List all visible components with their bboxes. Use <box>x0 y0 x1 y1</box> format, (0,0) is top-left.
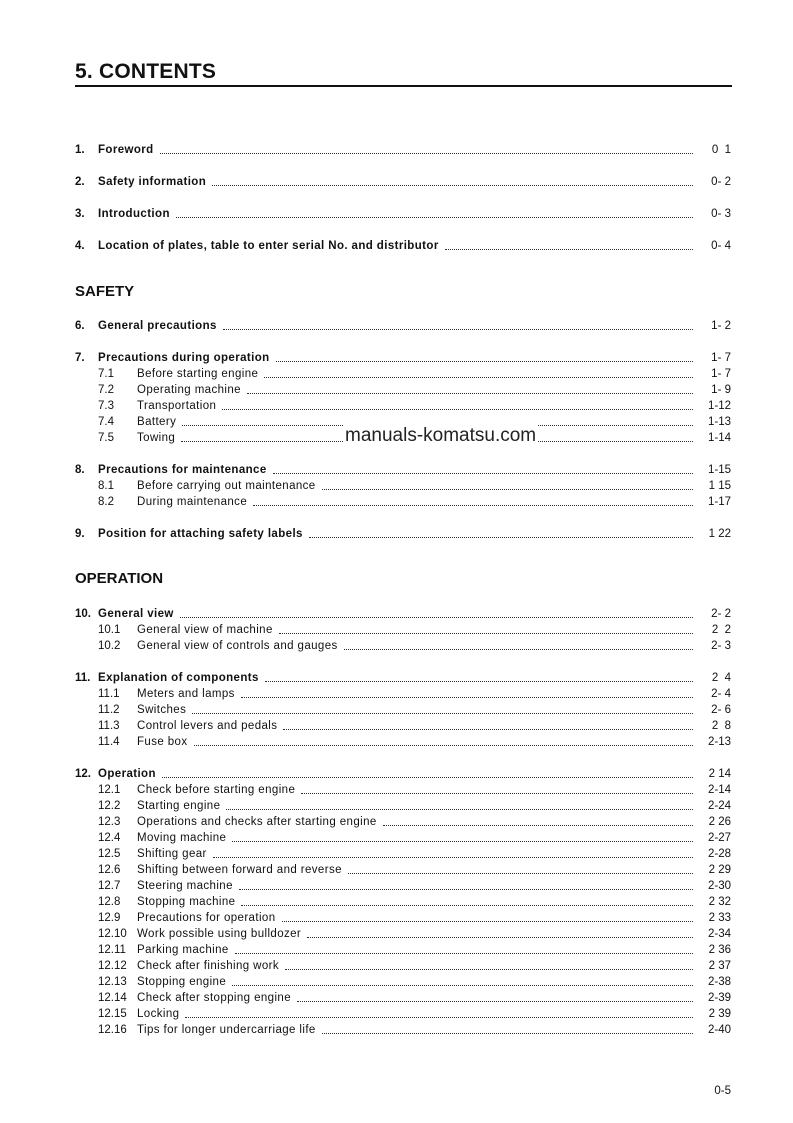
entry-number: 11.2 <box>98 704 120 716</box>
entry-title: Stopping machine <box>137 896 236 908</box>
toc-entry[interactable] <box>75 670 731 686</box>
entry-number: 7.4 <box>98 416 114 428</box>
toc-subentry[interactable] <box>75 798 731 814</box>
entry-number: 11.1 <box>98 688 120 700</box>
toc-subentry[interactable] <box>75 990 731 1006</box>
entry-page: 2-27 <box>707 832 731 844</box>
entry-page: 1- 9 <box>711 384 731 396</box>
entry-title: Fuse box <box>137 736 188 748</box>
section-heading: SAFETY <box>75 283 135 300</box>
toc-subentry[interactable] <box>75 942 731 958</box>
entry-title: General view <box>98 608 174 620</box>
dot-leader <box>213 857 693 858</box>
entry-page: 2-30 <box>707 880 731 892</box>
dot-leader <box>223 329 693 330</box>
entry-title: Work possible using bulldozer <box>137 928 302 940</box>
entry-page: 2-38 <box>707 976 731 988</box>
entry-page: 2 8 <box>711 720 731 732</box>
toc-entry[interactable] <box>75 350 731 366</box>
entry-page: 0- 4 <box>711 240 731 252</box>
dot-leader <box>226 809 693 810</box>
entry-number: 12.3 <box>98 816 121 828</box>
entry-number: 12.13 <box>98 976 127 988</box>
dot-leader <box>273 473 693 474</box>
dot-leader <box>307 937 693 938</box>
entry-page: 2-39 <box>707 992 731 1004</box>
toc-group <box>75 462 731 510</box>
entry-page: 2 29 <box>708 864 731 876</box>
dot-leader <box>285 969 693 970</box>
toc-subentry[interactable] <box>75 958 731 974</box>
entry-title: Control levers and pedals <box>137 720 278 732</box>
toc-group <box>75 670 731 750</box>
dot-leader <box>185 1017 693 1018</box>
toc-subentry[interactable] <box>75 926 731 942</box>
entry-number: 12.11 <box>98 944 126 956</box>
toc-subentry[interactable] <box>75 494 731 510</box>
toc-entry[interactable] <box>75 526 731 542</box>
entry-title: Stopping engine <box>137 976 227 988</box>
entry-number: 12.14 <box>98 992 127 1004</box>
entry-page: 1 15 <box>708 480 731 492</box>
dot-leader <box>344 649 693 650</box>
dot-leader <box>253 505 693 506</box>
entry-title: Towing <box>137 432 176 444</box>
entry-title: Tips for longer undercarriage life <box>137 1024 316 1036</box>
entry-number: 6. <box>75 320 85 332</box>
entry-number: 3. <box>75 208 85 220</box>
entry-page: 2 36 <box>708 944 731 956</box>
entry-page: 1-17 <box>707 496 731 508</box>
entry-page: 2-14 <box>707 784 731 796</box>
entry-number: 10.2 <box>98 640 121 652</box>
entry-number: 2. <box>75 176 85 188</box>
dot-leader <box>264 377 693 378</box>
toc-entry[interactable] <box>75 606 731 622</box>
dot-leader <box>282 921 694 922</box>
entry-page: 2 2 <box>711 624 731 636</box>
entry-title: Precautions for maintenance <box>98 464 267 476</box>
entry-title: Before carrying out maintenance <box>137 480 316 492</box>
entry-number: 7.2 <box>98 384 114 396</box>
toc-subentry[interactable] <box>75 782 731 798</box>
entry-number: 12.7 <box>98 880 121 892</box>
toc-subentry[interactable] <box>75 1022 731 1038</box>
entry-title: General view of controls and gauges <box>137 640 338 652</box>
page-title: 5. CONTENTS <box>75 60 217 83</box>
toc-entry[interactable] <box>75 238 731 254</box>
dot-leader <box>247 393 693 394</box>
toc-subentry[interactable] <box>75 718 731 734</box>
entry-title: Locking <box>137 1008 180 1020</box>
entry-number: 7.1 <box>98 368 114 380</box>
entry-title: Battery <box>137 416 177 428</box>
entry-number: 8.2 <box>98 496 114 508</box>
entry-title: Starting engine <box>137 800 221 812</box>
dot-leader <box>241 697 693 698</box>
entry-title: Parking machine <box>137 944 229 956</box>
toc-subentry[interactable] <box>75 846 731 862</box>
entry-title: Introduction <box>98 208 170 220</box>
entry-title: Precautions for operation <box>137 912 276 924</box>
entry-page: 2-40 <box>707 1024 731 1036</box>
entry-title: Explanation of components <box>98 672 259 684</box>
toc-subentry[interactable] <box>75 910 731 926</box>
entry-title: During maintenance <box>137 496 248 508</box>
entry-page: 2- 2 <box>711 608 731 620</box>
entry-number: 7.3 <box>98 400 114 412</box>
entry-number: 12.10 <box>98 928 127 940</box>
entry-number: 12.4 <box>98 832 121 844</box>
entry-number: 12. <box>75 768 91 780</box>
dot-leader <box>283 729 693 730</box>
dot-leader <box>192 713 693 714</box>
entry-page: 1 22 <box>708 528 731 540</box>
entry-page: 1- 7 <box>711 368 731 380</box>
dot-leader <box>322 489 693 490</box>
toc-group <box>75 318 731 334</box>
dot-leader <box>265 681 693 682</box>
entry-page: 2 14 <box>708 768 731 780</box>
toc-group <box>75 526 731 542</box>
entry-title: Shifting gear <box>137 848 207 860</box>
dot-leader <box>279 633 693 634</box>
entry-page: 2- 6 <box>711 704 731 716</box>
dot-leader <box>232 985 693 986</box>
toc-subentry[interactable] <box>75 814 731 830</box>
entry-page: 1-14 <box>707 432 731 444</box>
entry-title: Check after finishing work <box>137 960 280 972</box>
entry-title: Meters and lamps <box>137 688 235 700</box>
entry-title: Precautions during operation <box>98 352 270 364</box>
entry-title: Position for attaching safety labels <box>98 528 303 540</box>
entry-page: 2-24 <box>707 800 731 812</box>
entry-number: 11.3 <box>98 720 120 732</box>
entry-number: 12.16 <box>98 1024 127 1036</box>
dot-leader <box>309 537 693 538</box>
entry-page: 1-12 <box>707 400 731 412</box>
entry-page: 1-15 <box>707 464 731 476</box>
toc-subentry[interactable] <box>75 382 731 398</box>
entry-title: Operations and checks after starting engine <box>137 816 377 828</box>
entry-title: Safety information <box>98 176 207 188</box>
toc-subentry[interactable] <box>75 622 731 638</box>
entry-title: General view of machine <box>137 624 273 636</box>
dot-leader <box>241 905 693 906</box>
entry-title: Transportation <box>137 400 217 412</box>
entry-number: 9. <box>75 528 85 540</box>
entry-page: 0- 3 <box>711 208 731 220</box>
entry-number: 8. <box>75 464 85 476</box>
entry-title: Steering machine <box>137 880 233 892</box>
entry-number: 12.6 <box>98 864 121 876</box>
toc-subentry[interactable] <box>75 638 731 654</box>
toc-group <box>75 766 731 1038</box>
dot-leader <box>212 185 693 186</box>
entry-title: General precautions <box>98 320 217 332</box>
entry-title: Check before starting engine <box>137 784 296 796</box>
entry-title: Check after stopping engine <box>137 992 292 1004</box>
page-number: 0-5 <box>714 1085 731 1097</box>
dot-leader <box>176 217 693 218</box>
entry-number: 11.4 <box>98 736 120 748</box>
dot-leader <box>322 1033 693 1034</box>
toc-subentry[interactable] <box>75 366 731 382</box>
entry-page: 2 26 <box>708 816 731 828</box>
toc-entry[interactable] <box>75 318 731 334</box>
entry-page: 2- 4 <box>711 688 731 700</box>
entry-number: 12.5 <box>98 848 121 860</box>
entry-page: 2- 3 <box>711 640 731 652</box>
entry-number: 10.1 <box>98 624 121 636</box>
entry-page: 0- 2 <box>711 176 731 188</box>
dot-leader <box>276 361 693 362</box>
toc-entry[interactable] <box>75 206 731 222</box>
toc-group <box>75 206 731 222</box>
entry-page: 2 32 <box>708 896 731 908</box>
toc-subentry[interactable] <box>75 830 731 846</box>
entry-title: Shifting between forward and reverse <box>137 864 342 876</box>
entry-number: 12.2 <box>98 800 121 812</box>
entry-page: 1- 2 <box>711 320 731 332</box>
entry-page: 2 39 <box>708 1008 731 1020</box>
toc-subentry[interactable] <box>75 894 731 910</box>
entry-page: 2-13 <box>707 736 731 748</box>
entry-title: Operating machine <box>137 384 241 396</box>
dot-leader <box>232 841 693 842</box>
toc-subentry[interactable] <box>75 862 731 878</box>
entry-number: 7.5 <box>98 432 114 444</box>
entry-title: Switches <box>137 704 187 716</box>
title-rule <box>75 85 732 87</box>
entry-number: 8.1 <box>98 480 114 492</box>
dot-leader <box>383 825 693 826</box>
toc-group <box>75 606 731 654</box>
toc-subentry[interactable] <box>75 1006 731 1022</box>
entry-page: 2 4 <box>711 672 731 684</box>
dot-leader <box>445 249 693 250</box>
entry-number: 12.15 <box>98 1008 127 1020</box>
toc-group <box>75 142 731 158</box>
entry-title: Moving machine <box>137 832 227 844</box>
entry-number: 1. <box>75 144 85 156</box>
dot-leader <box>160 153 693 154</box>
section-heading: OPERATION <box>75 570 164 587</box>
entry-number: 12.8 <box>98 896 121 908</box>
toc-subentry[interactable] <box>75 974 731 990</box>
toc-group <box>75 238 731 254</box>
entry-page: 2 37 <box>708 960 731 972</box>
toc-subentry[interactable] <box>75 702 731 718</box>
entry-number: 12.1 <box>98 784 121 796</box>
toc-group <box>75 174 731 190</box>
entry-title: Foreword <box>98 144 154 156</box>
dot-leader <box>301 793 693 794</box>
toc-entry[interactable] <box>75 174 731 190</box>
toc-subentry[interactable] <box>75 734 731 750</box>
entry-page: 1- 7 <box>711 352 731 364</box>
entry-number: 11. <box>75 672 91 684</box>
toc-subentry[interactable] <box>75 878 731 894</box>
dot-leader <box>348 873 693 874</box>
dot-leader <box>235 953 693 954</box>
toc-subentry[interactable] <box>75 686 731 702</box>
entry-page: 2-28 <box>707 848 731 860</box>
dot-leader <box>297 1001 693 1002</box>
watermark: manuals-komatsu.com <box>345 425 537 446</box>
entry-title: Operation <box>98 768 156 780</box>
entry-number: 7. <box>75 352 85 364</box>
entry-number: 4. <box>75 240 85 252</box>
dot-leader <box>180 617 693 618</box>
entry-number: 12.12 <box>98 960 127 972</box>
toc-subentry[interactable] <box>75 398 731 414</box>
toc-entry[interactable] <box>75 142 731 158</box>
toc-entry[interactable] <box>75 766 731 782</box>
entry-title: Before starting engine <box>137 368 259 380</box>
entry-page: 1-13 <box>707 416 731 428</box>
entry-number: 12.9 <box>98 912 121 924</box>
dot-leader <box>162 777 693 778</box>
toc-entry[interactable] <box>75 462 731 478</box>
dot-leader <box>239 889 693 890</box>
entry-number: 10. <box>75 608 91 620</box>
entry-title: Location of plates, table to enter serial No. and distributor <box>98 240 439 252</box>
dot-leader <box>222 409 693 410</box>
dot-leader <box>194 745 693 746</box>
entry-page: 2 33 <box>708 912 731 924</box>
toc-subentry[interactable] <box>75 478 731 494</box>
entry-page: 0 1 <box>711 144 731 156</box>
entry-page: 2-34 <box>707 928 731 940</box>
